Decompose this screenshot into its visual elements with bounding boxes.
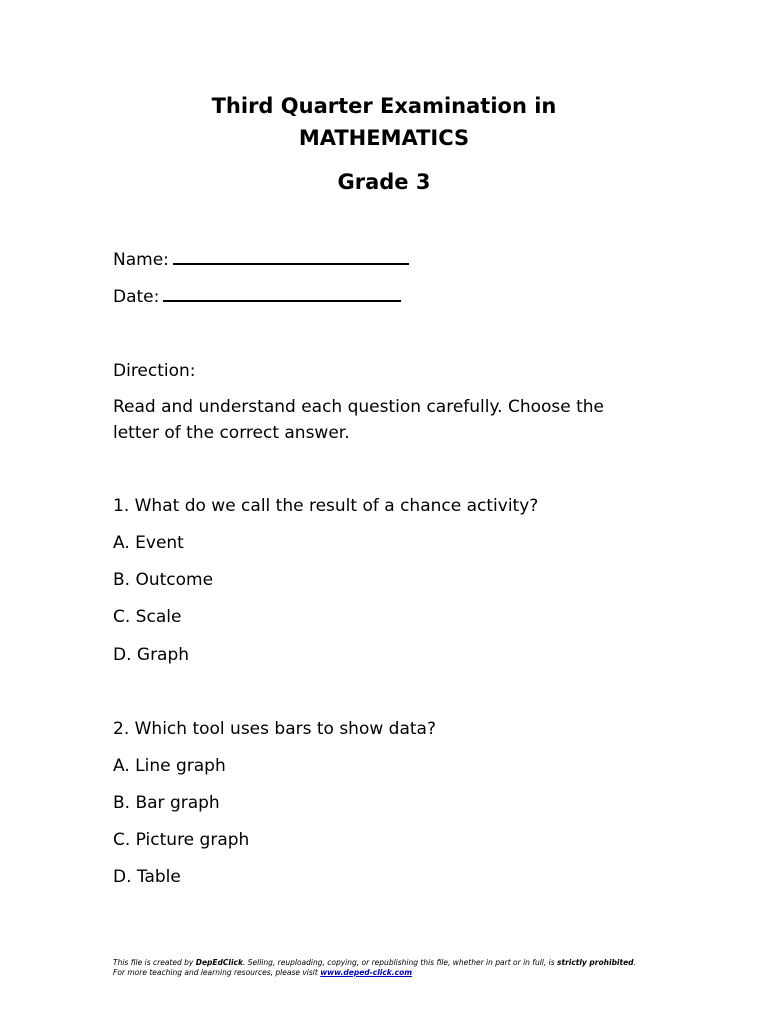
direction-text: Read and understand each question carefully. Choose the letter of the correct answer. bbox=[113, 397, 605, 443]
footer-prohibited: strictly prohibited bbox=[557, 958, 634, 967]
question-2-choice-d: D. Table bbox=[113, 867, 181, 887]
question-1-choice-a: A. Event bbox=[113, 533, 184, 553]
exam-title-line1: Third Quarter Examination in bbox=[211, 94, 557, 118]
footer-brand: DepEdClick bbox=[195, 958, 243, 967]
footer-website-link[interactable]: www.deped-click.com bbox=[320, 968, 413, 977]
footer-resources-notice bbox=[113, 968, 412, 978]
date-blank-line[interactable] bbox=[163, 286, 401, 302]
footer-prefix: This file is created by bbox=[113, 958, 196, 967]
footer-copyright-notice bbox=[113, 958, 636, 968]
name-label: Name: bbox=[113, 250, 169, 270]
question-2-choice-c: C. Picture graph bbox=[113, 830, 250, 850]
question-2: 2. Which tool uses bars to show data? bbox=[113, 719, 436, 739]
exam-subject: MATHEMATICS bbox=[298, 126, 470, 150]
exam-grade: Grade 3 bbox=[337, 170, 431, 194]
name-row bbox=[113, 248, 409, 272]
direction-label: Direction: bbox=[113, 361, 196, 381]
footer-middle: . Selling, reuploading, copying, or republishing this file, whether in part or in full, is bbox=[242, 958, 558, 967]
question-1-choice-d: D. Graph bbox=[113, 645, 190, 665]
question-1: 1. What do we call the result of a chance activity? bbox=[113, 496, 539, 516]
name-blank-line[interactable] bbox=[173, 249, 409, 265]
question-2-choice-b: B. Bar graph bbox=[113, 793, 220, 813]
question-1-choice-c: C. Scale bbox=[113, 607, 182, 627]
date-row bbox=[113, 285, 401, 309]
question-2-choice-a: A. Line graph bbox=[113, 756, 226, 776]
question-1-choice-b: B. Outcome bbox=[113, 570, 214, 590]
footer-visit-text: For more teaching and learning resources, please visit bbox=[113, 968, 321, 977]
footer-end: . bbox=[633, 958, 636, 967]
date-label: Date: bbox=[113, 287, 160, 307]
